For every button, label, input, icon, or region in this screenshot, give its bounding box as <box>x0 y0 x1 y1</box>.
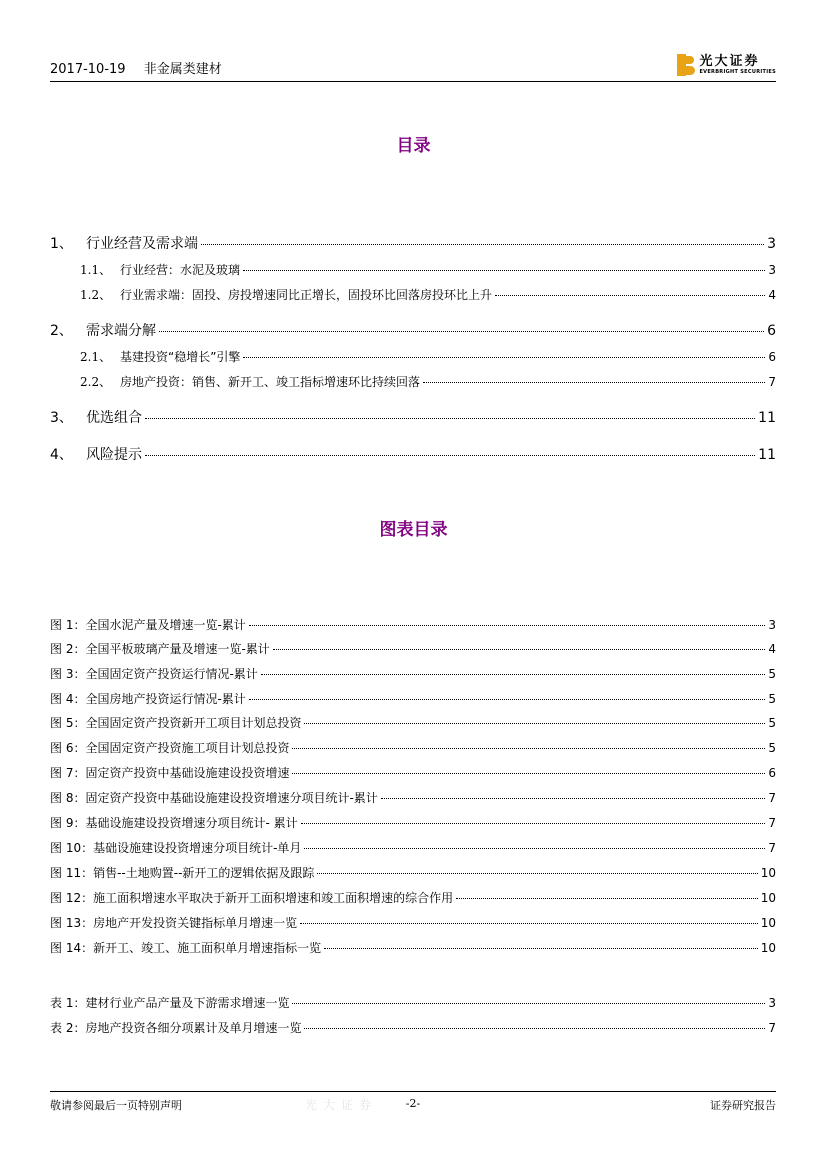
page-header <box>50 56 776 82</box>
table-entry[interactable] <box>50 1019 776 1036</box>
leader-dots <box>243 270 765 271</box>
toc-entry-number: 1.2、 <box>80 288 112 302</box>
toc-entry-text: 优选组合 <box>86 410 142 426</box>
toc-entry-text: 风险提示 <box>86 447 142 463</box>
figure-entry-page: 5 <box>768 667 776 681</box>
toc-entry[interactable] <box>80 373 776 390</box>
toc-entry[interactable] <box>50 444 776 464</box>
toc-entry-page: 4 <box>768 288 776 302</box>
figure-entry-text: 图 1：全国水泥产量及增速一览-累计 <box>50 618 246 632</box>
toc-entry[interactable] <box>50 407 776 427</box>
figure-entry-text: 图 2：全国平板玻璃产量及增速一览-累计 <box>50 642 270 656</box>
figure-entry-text: 图 10：基础设施建设投资增速分项目统计-单月 <box>50 841 302 855</box>
leader-dots <box>249 625 766 626</box>
toc-entry-number: 1.1、 <box>80 263 112 277</box>
toc-entry-text: 基建投资“稳增长”引擎 <box>120 350 241 364</box>
report-type: 证券研究报告 <box>710 1099 776 1112</box>
figure-entry[interactable] <box>50 789 776 806</box>
figure-entry[interactable] <box>50 764 776 781</box>
figure-entry[interactable] <box>50 714 776 731</box>
toc-entry-text: 房地产投资：销售、新开工、竣工指标增速环比持续回落 <box>120 375 421 389</box>
leader-dots <box>300 923 758 924</box>
leader-dots <box>243 357 765 358</box>
leader-dots <box>201 244 764 245</box>
figure-entry[interactable] <box>50 616 776 633</box>
toc-entry[interactable] <box>80 286 776 303</box>
figure-entry-text: 图 14：新开工、竣工、施工面积单月增速指标一览 <box>50 941 322 955</box>
leader-dots <box>456 898 758 899</box>
report-date: 2017-10-19 <box>50 62 126 77</box>
page-number: -2- <box>405 1097 421 1110</box>
figure-entry-page: 6 <box>768 766 776 780</box>
toc-entry-number: 2.2、 <box>80 375 112 389</box>
company-logo <box>677 53 776 77</box>
table-entry-text: 表 2：房地产投资各细分项累计及单月增速一览 <box>50 1021 302 1035</box>
toc-entry[interactable] <box>80 261 776 278</box>
figure-entry-text: 图 6：全国固定资产投资施工项目计划总投资 <box>50 741 290 755</box>
figure-entry-page: 7 <box>768 791 776 805</box>
figure-entry-text: 图 12：施工面积增速水平取决于新开工面积增速和竣工面积增速的综合作用 <box>50 891 454 905</box>
leader-dots <box>249 699 766 700</box>
toc-entry-number: 2、 <box>50 323 73 339</box>
figure-entry-text: 图 4：全国房地产投资运行情况-累计 <box>50 692 246 706</box>
leader-dots <box>495 295 765 296</box>
table-entry-page: 3 <box>768 996 776 1010</box>
leader-dots <box>317 873 757 874</box>
toc-entry-page: 11 <box>758 410 776 426</box>
leader-dots <box>292 773 765 774</box>
leader-dots <box>301 823 766 824</box>
figure-entry-text: 图 3：全国固定资产投资运行情况-累计 <box>50 667 258 681</box>
figure-entry-text: 图 7：固定资产投资中基础设施建设投资增速 <box>50 766 290 780</box>
figure-entry-page: 10 <box>760 891 776 905</box>
toc-entry-text: 需求端分解 <box>86 323 156 339</box>
table-entry[interactable] <box>50 994 776 1011</box>
leader-dots <box>381 798 766 799</box>
disclaimer-note: 敬请参阅最后一页特别声明 <box>50 1099 182 1112</box>
toc-entry[interactable] <box>50 233 776 253</box>
leader-dots <box>304 723 765 724</box>
figure-entry-page: 7 <box>768 841 776 855</box>
figure-entry-page: 5 <box>768 692 776 706</box>
leader-dots <box>324 948 758 949</box>
toc-entry-text: 行业经营：水泥及玻璃 <box>120 263 241 277</box>
toc-entry-page: 3 <box>768 263 776 277</box>
toc-entry-text: 行业需求端：固投、房投增速同比正增长，固投环比回落房投环比上升 <box>120 288 493 302</box>
toc-entry-number: 4、 <box>50 447 73 463</box>
figure-entry[interactable] <box>50 640 776 657</box>
figure-entry-page: 10 <box>760 941 776 955</box>
toc-entry-page: 6 <box>767 323 776 339</box>
leader-dots <box>292 748 765 749</box>
figure-entry[interactable] <box>50 889 776 906</box>
figure-entry-page: 3 <box>768 618 776 632</box>
leader-dots <box>423 382 765 383</box>
figure-entry[interactable] <box>50 939 776 956</box>
toc-entry[interactable] <box>50 320 776 340</box>
figure-entry[interactable] <box>50 739 776 756</box>
page-footer <box>50 1091 776 1113</box>
figure-entry[interactable] <box>50 914 776 931</box>
leader-dots <box>304 848 765 849</box>
figure-entry[interactable] <box>50 665 776 682</box>
figure-entry-page: 7 <box>768 816 776 830</box>
figure-entry-page: 4 <box>768 642 776 656</box>
toc-entry-number: 2.1、 <box>80 350 112 364</box>
leader-dots <box>145 418 755 419</box>
toc-entry-page: 7 <box>768 375 776 389</box>
figure-entry-page: 10 <box>760 916 776 930</box>
figure-entry-text: 图 8：固定资产投资中基础设施建设投资增速分项目统计-累计 <box>50 791 378 805</box>
toc-entry-page: 6 <box>768 350 776 364</box>
logo-name-cn: 光大证券 <box>699 54 760 69</box>
figure-entry[interactable] <box>50 690 776 707</box>
figure-entry-page: 5 <box>768 716 776 730</box>
logo-mark-icon <box>677 54 695 76</box>
leader-dots <box>273 649 766 650</box>
table-entry-text: 表 1：建材行业产品产量及下游需求增速一览 <box>50 996 290 1010</box>
figure-entry[interactable] <box>50 864 776 881</box>
figure-entry-page: 10 <box>760 866 776 880</box>
leader-dots <box>292 1003 765 1004</box>
table-entry-page: 7 <box>768 1021 776 1035</box>
toc-entry[interactable] <box>80 348 776 365</box>
toc-entry-page: 11 <box>758 447 776 463</box>
toc-entry-number: 3、 <box>50 410 73 426</box>
toc-entry-text: 行业经营及需求端 <box>86 236 198 252</box>
figure-entry-page: 5 <box>768 741 776 755</box>
leader-dots <box>159 331 764 332</box>
toc-title: 目录 <box>396 136 431 156</box>
figures-title: 图表目录 <box>379 520 448 540</box>
figure-entry[interactable] <box>50 814 776 831</box>
figure-entry-text: 图 9：基础设施建设投资增速分项目统计- 累计 <box>50 816 298 830</box>
header-info <box>50 58 236 77</box>
toc-entry-number: 1、 <box>50 236 73 252</box>
logo-name-en: EVERBRIGHT SECURITIES <box>699 69 776 75</box>
report-category: 非金属类建材 <box>143 62 222 77</box>
leader-dots <box>145 455 755 456</box>
leader-dots <box>304 1028 765 1029</box>
figure-entry-text: 图 13：房地产开发投资关键指标单月增速一览 <box>50 916 298 930</box>
toc-entry-page: 3 <box>767 236 776 252</box>
figure-entry-text: 图 11：销售--土地购置--新开工的逻辑依据及跟踪 <box>50 866 315 880</box>
figure-entry[interactable] <box>50 839 776 856</box>
leader-dots <box>261 674 766 675</box>
figure-entry-text: 图 5：全国固定资产投资新开工项目计划总投资 <box>50 716 302 730</box>
footer-watermark: 光大证券 <box>305 1098 378 1112</box>
